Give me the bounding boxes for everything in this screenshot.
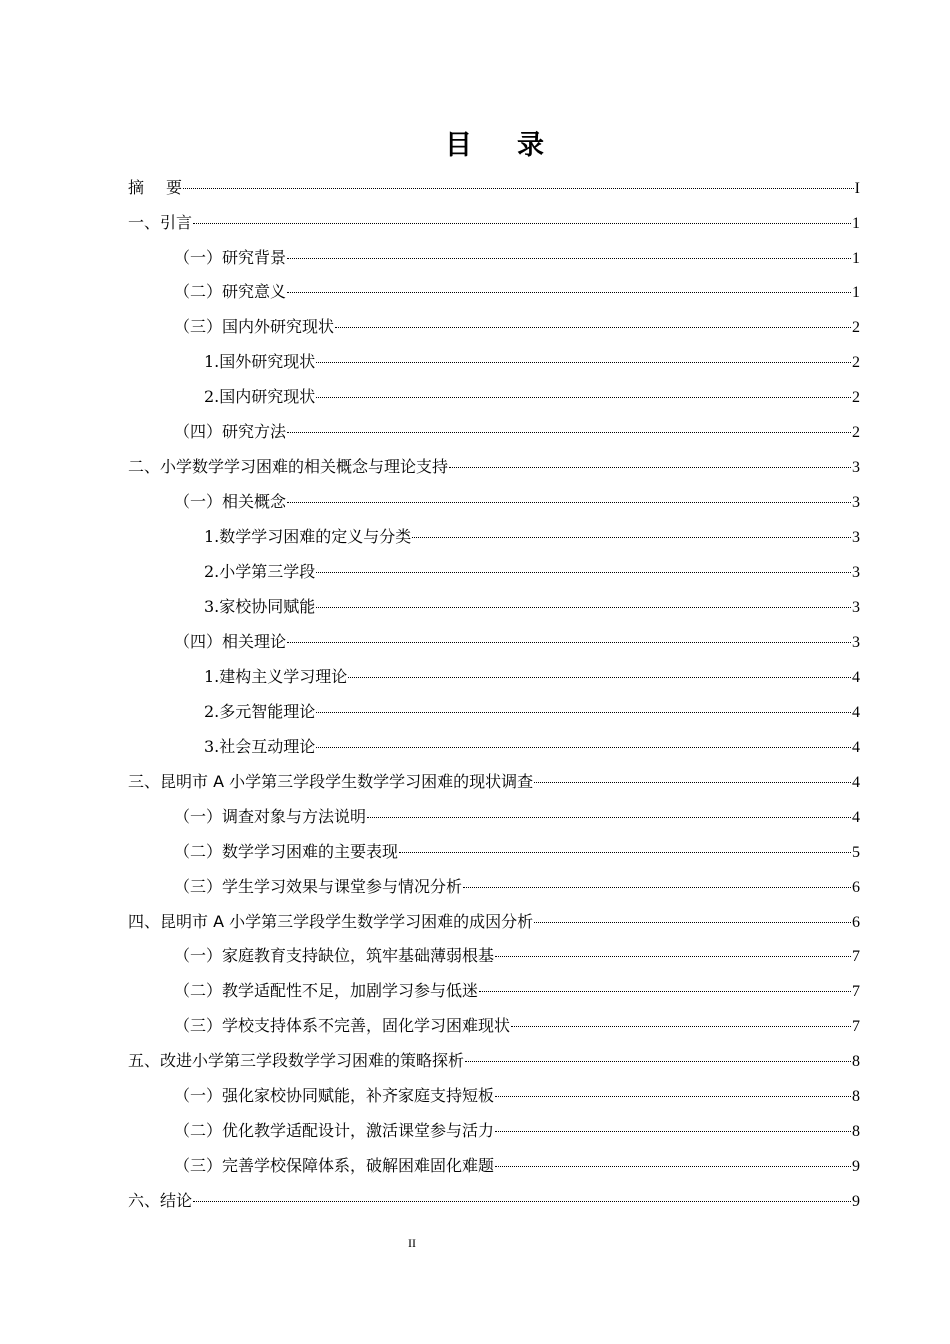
toc-page-number: 3 — [852, 564, 860, 581]
toc-dot-leader — [534, 921, 851, 923]
toc-dot-leader — [495, 955, 851, 957]
toc-entry-label: （二）研究意义 — [174, 282, 287, 301]
toc-page-number: 2 — [852, 389, 860, 406]
toc-dot-leader — [193, 1200, 851, 1202]
toc-page-number: 1 — [852, 215, 860, 232]
toc-page-number: 8 — [852, 1123, 860, 1140]
toc-dot-leader — [399, 851, 851, 853]
toc-page-number: 4 — [852, 669, 860, 686]
toc-dot-leader — [287, 257, 851, 259]
toc-page-number: 4 — [852, 739, 860, 756]
toc-entry-label: 3.社会互动理论 — [204, 737, 316, 756]
toc-dot-leader — [287, 641, 851, 643]
toc-entry-label: （四）相关理论 — [174, 632, 287, 651]
toc-entry[interactable] — [174, 279, 860, 305]
toc-entry-abstract[interactable] — [128, 175, 860, 201]
toc-entry-label: 2.小学第三学段 — [204, 562, 316, 581]
toc-entry-label: （二）教学适配性不足，加剧学习参与低迷 — [174, 981, 479, 1000]
toc-dot-leader — [534, 781, 851, 783]
toc-dot-leader — [479, 990, 851, 992]
toc-page-number: 3 — [852, 459, 860, 476]
toc-entry[interactable] — [174, 1083, 860, 1109]
toc-dot-leader — [316, 571, 851, 573]
toc-dot-leader — [316, 746, 851, 748]
toc-entry[interactable] — [174, 839, 860, 865]
toc-entry[interactable] — [174, 1153, 860, 1179]
toc-entry[interactable] — [174, 629, 860, 655]
toc-entry[interactable] — [174, 489, 860, 515]
toc-dot-leader — [495, 1130, 851, 1132]
toc-entry-label: 二、小学数学学习困难的相关概念与理论支持 — [128, 457, 449, 476]
toc-page-number: 7 — [852, 948, 860, 965]
toc-entry[interactable] — [174, 943, 860, 969]
toc-entry[interactable] — [128, 769, 860, 795]
toc-entry[interactable] — [174, 1118, 860, 1144]
toc-entry-label: （三）国内外研究现状 — [174, 317, 335, 336]
page-title — [0, 126, 950, 166]
toc-dot-leader — [495, 1165, 851, 1167]
toc-dot-leader — [335, 326, 851, 328]
toc-dot-leader — [463, 886, 851, 888]
toc-entry[interactable] — [128, 454, 860, 480]
toc-entry[interactable] — [204, 594, 860, 620]
toc-dot-leader — [316, 606, 851, 608]
toc-page-number: 1 — [852, 284, 860, 301]
toc-dot-leader — [449, 466, 851, 468]
toc-entry[interactable] — [174, 804, 860, 830]
toc-entry-label: （一）调查对象与方法说明 — [174, 807, 367, 826]
toc-page-number: 2 — [852, 424, 860, 441]
toc-entry-label: （三）学生学习效果与课堂参与情况分析 — [174, 877, 463, 896]
page-number-footer: II — [408, 1236, 416, 1250]
toc-page-number: 4 — [852, 704, 860, 721]
toc-entry-label — [128, 175, 182, 201]
toc-entry-label: （四）研究方法 — [174, 422, 287, 441]
toc-entry[interactable] — [174, 874, 860, 900]
toc-dot-leader — [183, 187, 854, 189]
toc-dot-leader — [367, 816, 851, 818]
toc-page-number: 6 — [852, 914, 860, 931]
toc-entry[interactable] — [128, 1188, 860, 1214]
toc-entry-label: （二）优化教学适配设计，激活课堂参与活力 — [174, 1121, 495, 1140]
toc-dot-leader — [287, 501, 851, 503]
toc-entry-label: 五、改进小学第三学段数学学习困难的策略探析 — [128, 1051, 465, 1070]
toc-entry-label: 六、结论 — [128, 1191, 193, 1210]
toc-page-number: 8 — [852, 1053, 860, 1070]
toc-dot-leader — [412, 536, 851, 538]
toc-entry[interactable] — [204, 384, 860, 410]
toc-entry-label: （二）数学学习困难的主要表现 — [174, 842, 399, 861]
toc-entry-label: （三）完善学校保障体系，破解困难固化难题 — [174, 1156, 495, 1175]
title-char-2: 录 — [517, 130, 545, 161]
toc-entry-label: （一）强化家校协同赋能，补齐家庭支持短板 — [174, 1086, 495, 1105]
toc-entry-label: （一）研究背景 — [174, 248, 287, 267]
toc-entry[interactable] — [174, 245, 860, 271]
toc-dot-leader — [193, 222, 851, 224]
toc-entry[interactable] — [204, 699, 860, 725]
toc-entry[interactable] — [204, 664, 860, 690]
toc-entry-label: 三、昆明市 A 小学第三学段学生数学学习困难的现状调查 — [128, 772, 534, 791]
toc-entry-label: （三）学校支持体系不完善，固化学习困难现状 — [174, 1016, 511, 1035]
toc-page-number: 7 — [852, 983, 860, 1000]
toc-entry-label: 1.数学学习困难的定义与分类 — [204, 527, 412, 546]
toc-entry-label: 一、引言 — [128, 213, 193, 232]
toc-page-number: 2 — [852, 354, 860, 371]
toc-entry[interactable] — [128, 210, 860, 236]
toc-entry-label: 1.建构主义学习理论 — [204, 667, 348, 686]
toc-page-number: I — [854, 180, 860, 197]
toc-dot-leader — [316, 711, 851, 713]
toc-page-number: 1 — [852, 250, 860, 267]
toc-dot-leader — [465, 1060, 851, 1062]
toc-page-number: 6 — [852, 879, 860, 896]
toc-dot-leader — [495, 1095, 851, 1097]
toc-page-number: 4 — [852, 809, 860, 826]
toc-page-number: 3 — [852, 494, 860, 511]
toc-page-number: 4 — [852, 774, 860, 791]
toc-dot-leader — [287, 291, 851, 293]
toc-dot-leader — [316, 361, 851, 363]
toc-entry[interactable] — [204, 349, 860, 375]
toc-entry[interactable] — [128, 909, 860, 935]
toc-page-number: 8 — [852, 1088, 860, 1105]
toc-dot-leader — [511, 1025, 851, 1027]
toc-entry-label: （一）相关概念 — [174, 492, 287, 511]
toc-entry[interactable] — [128, 1048, 860, 1074]
toc-page-number: 7 — [852, 1018, 860, 1035]
toc-entry[interactable] — [204, 559, 860, 585]
toc-page-number: 3 — [852, 599, 860, 616]
toc-page-number: 2 — [852, 319, 860, 336]
toc-dot-leader — [287, 431, 851, 433]
toc-entry-label: （一）家庭教育支持缺位，筑牢基础薄弱根基 — [174, 946, 495, 965]
toc-page-number: 9 — [852, 1193, 860, 1210]
toc-entry[interactable] — [204, 734, 860, 760]
abstract-char-1: 摘 — [128, 178, 145, 197]
toc-entry[interactable] — [174, 419, 860, 445]
toc-entry-label: 四、昆明市 A 小学第三学段学生数学学习困难的成因分析 — [128, 912, 534, 931]
toc-entry-label: 2.国内研究现状 — [204, 387, 316, 406]
toc-entry-label: 3.家校协同赋能 — [204, 597, 316, 616]
toc-page-number: 9 — [852, 1158, 860, 1175]
toc-entry-label: 1.国外研究现状 — [204, 352, 316, 371]
toc-entry[interactable] — [174, 978, 860, 1004]
toc-dot-leader — [348, 676, 851, 678]
toc-page-number: 5 — [852, 844, 860, 861]
toc-entry-label: 2.多元智能理论 — [204, 702, 316, 721]
toc-entry[interactable] — [174, 1013, 860, 1039]
toc-page-number: 3 — [852, 634, 860, 651]
toc-dot-leader — [316, 396, 851, 398]
title-char-1: 目 — [445, 130, 473, 161]
toc-page-number: 3 — [852, 529, 860, 546]
toc-entry[interactable] — [204, 524, 860, 550]
toc-entry[interactable] — [174, 314, 860, 340]
abstract-char-2: 要 — [166, 178, 183, 197]
